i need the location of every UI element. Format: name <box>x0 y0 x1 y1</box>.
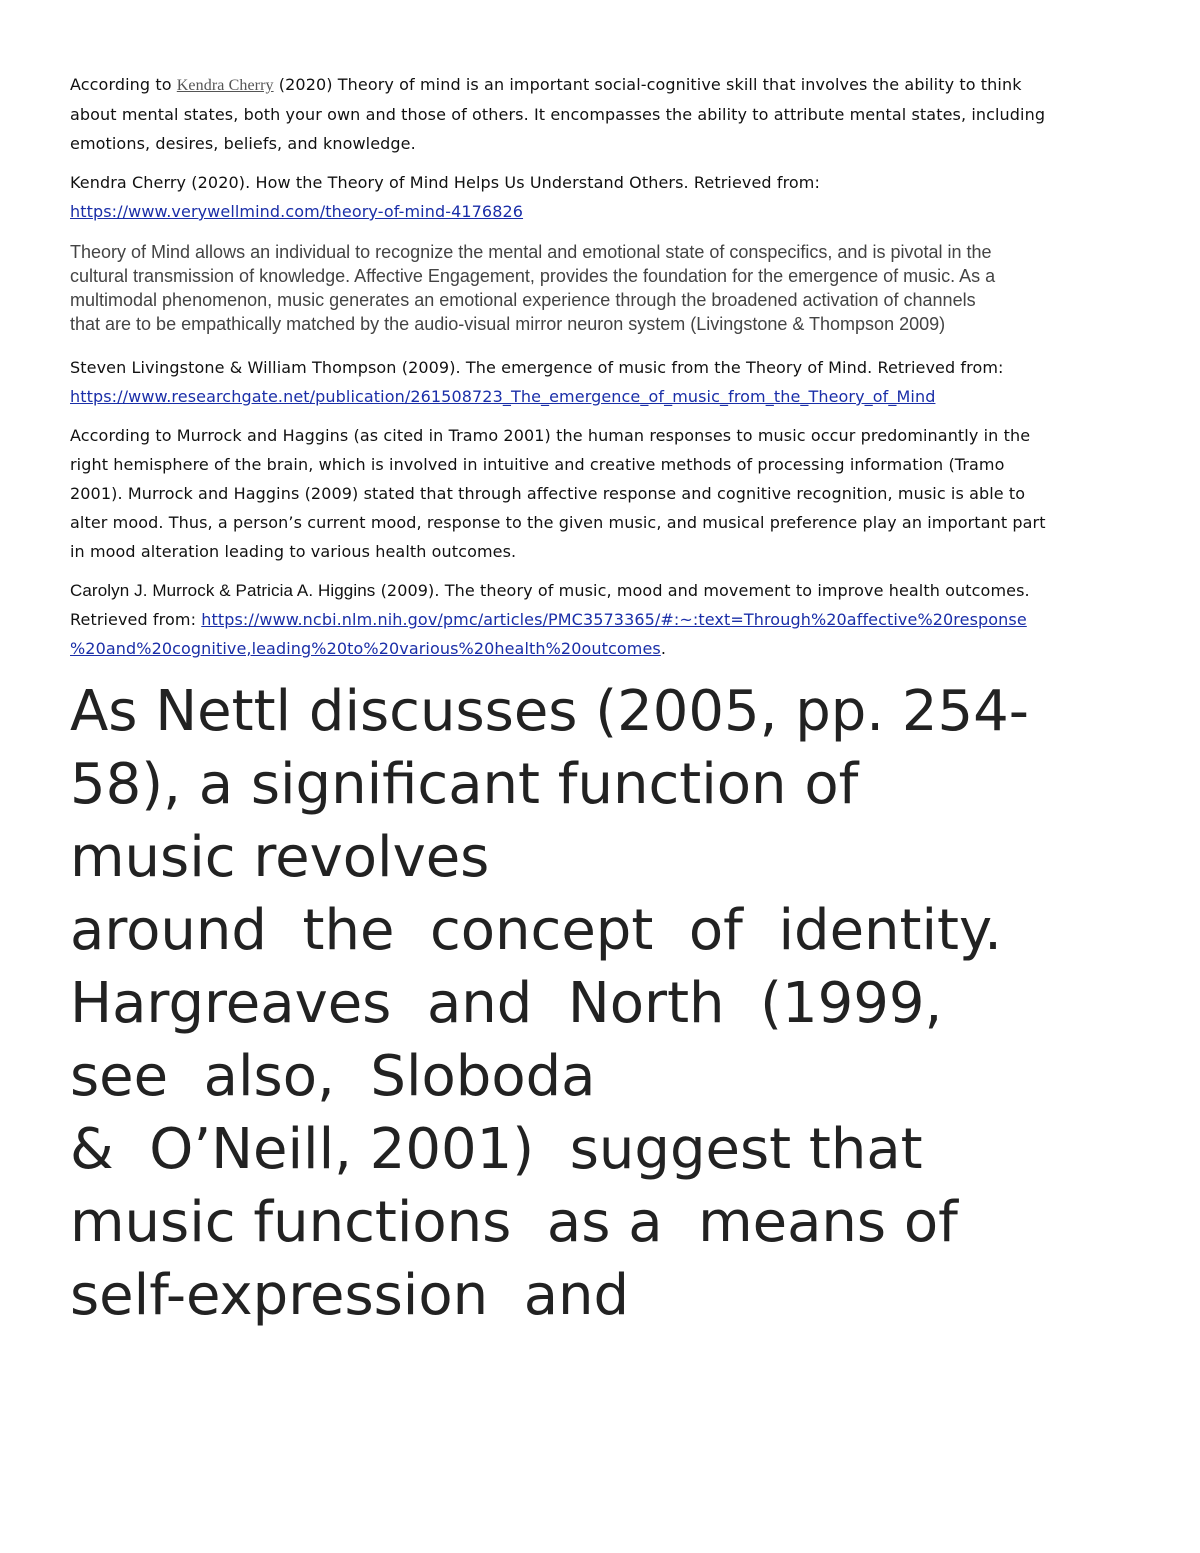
reference-url-link[interactable]: https://www.verywellmind.com/theory-of-mind-4176826 <box>70 202 524 221</box>
text: (2020) Theory of mind is an important social-cognitive skill that involves the ability to think <box>273 75 1022 94</box>
text: According to Murrock and Haggins (as cited in Tramo 2001) the human responses to music occur predominantly in the <box>70 426 1031 445</box>
reference-url-link-continued[interactable]: %20and%20cognitive,leading%20to%20various%20health%20outcomes <box>70 639 661 658</box>
large-text-line: music functions as a means of <box>70 1190 958 1255</box>
paragraph-theory-of-mind-music <box>70 240 1140 336</box>
paragraph-theory-of-mind-intro <box>70 70 1140 158</box>
reference-authors: Carolyn J. Murrock & Patricia A. Higgins <box>70 581 376 600</box>
large-text-line: Hargreaves and North (1999, <box>70 971 943 1036</box>
large-text-line: see also, Sloboda <box>70 1044 596 1109</box>
text: emotions, desires, beliefs, and knowledge. <box>70 134 416 153</box>
text: in mood alteration leading to various health outcomes. <box>70 542 517 561</box>
text: alter mood. Thus, a person’s current mood, response to the given music, and musical preference play an important part <box>70 513 1046 532</box>
author-link[interactable]: Kendra Cherry <box>176 77 274 94</box>
reference-text: (2009). The theory of music, mood and movement to improve health outcomes. <box>375 581 1030 600</box>
text: about mental states, both your own and those of others. It encompasses the ability to attribute mental states, including <box>70 105 1046 124</box>
reference-text: Kendra Cherry (2020). How the Theory of Mind Helps Us Understand Others. Retrieved from: <box>70 173 820 192</box>
large-text-line: 58), a significant function of <box>70 752 859 817</box>
text: 2001). Murrock and Haggins (2009) stated that through affective response and cognitive recognition, music is able to <box>70 484 1026 503</box>
reference-url-link[interactable]: https://www.researchgate.net/publication/261508723_The_emergence_of_music_from_the_Theory_of_Mind <box>70 387 936 406</box>
reference-cherry <box>70 168 1140 226</box>
text: . <box>660 639 667 658</box>
text: that are to be empathically matched by the audio-visual mirror neuron system (Livingstone & Thompson 2009) <box>70 314 946 334</box>
large-text-line: As Nettl discusses (2005, pp. 254- <box>70 679 1029 744</box>
large-text-line: music revolves <box>70 825 490 890</box>
reference-murrock-higgins <box>70 576 1140 663</box>
large-text-line: self-expression and <box>70 1263 630 1328</box>
large-text-line: & O’Neill, 2001) suggest that <box>70 1117 923 1182</box>
text: Theory of Mind allows an individual to recognize the mental and emotional state of conspecifics, and is pivotal in the <box>70 242 992 262</box>
text: According to <box>70 75 177 94</box>
large-text-line: around the concept of identity. <box>70 898 1002 963</box>
paragraph-murrock-haggins <box>70 421 1140 566</box>
reference-url-link[interactable]: https://www.ncbi.nlm.nih.gov/pmc/articles/PMC3573365/#:~:text=Through%20affective%20response <box>201 610 1027 629</box>
text: cultural transmission of knowledge. Affective Engagement, provides the foundation for the emergence of music. As a <box>70 266 996 286</box>
text: multimodal phenomenon, music generates an emotional experience through the broadened activation of channels <box>70 290 976 310</box>
reference-text: Steven Livingstone & William Thompson (2009). The emergence of music from the Theory of Mind. Retrieved from: <box>70 358 1004 377</box>
large-text-block <box>70 675 1140 1332</box>
document-page <box>70 70 1140 1332</box>
reference-text: Retrieved from: <box>70 610 202 629</box>
text: right hemisphere of the brain, which is involved in intuitive and creative methods of processing information (Tramo <box>70 455 1005 474</box>
reference-livingstone <box>70 353 1140 411</box>
